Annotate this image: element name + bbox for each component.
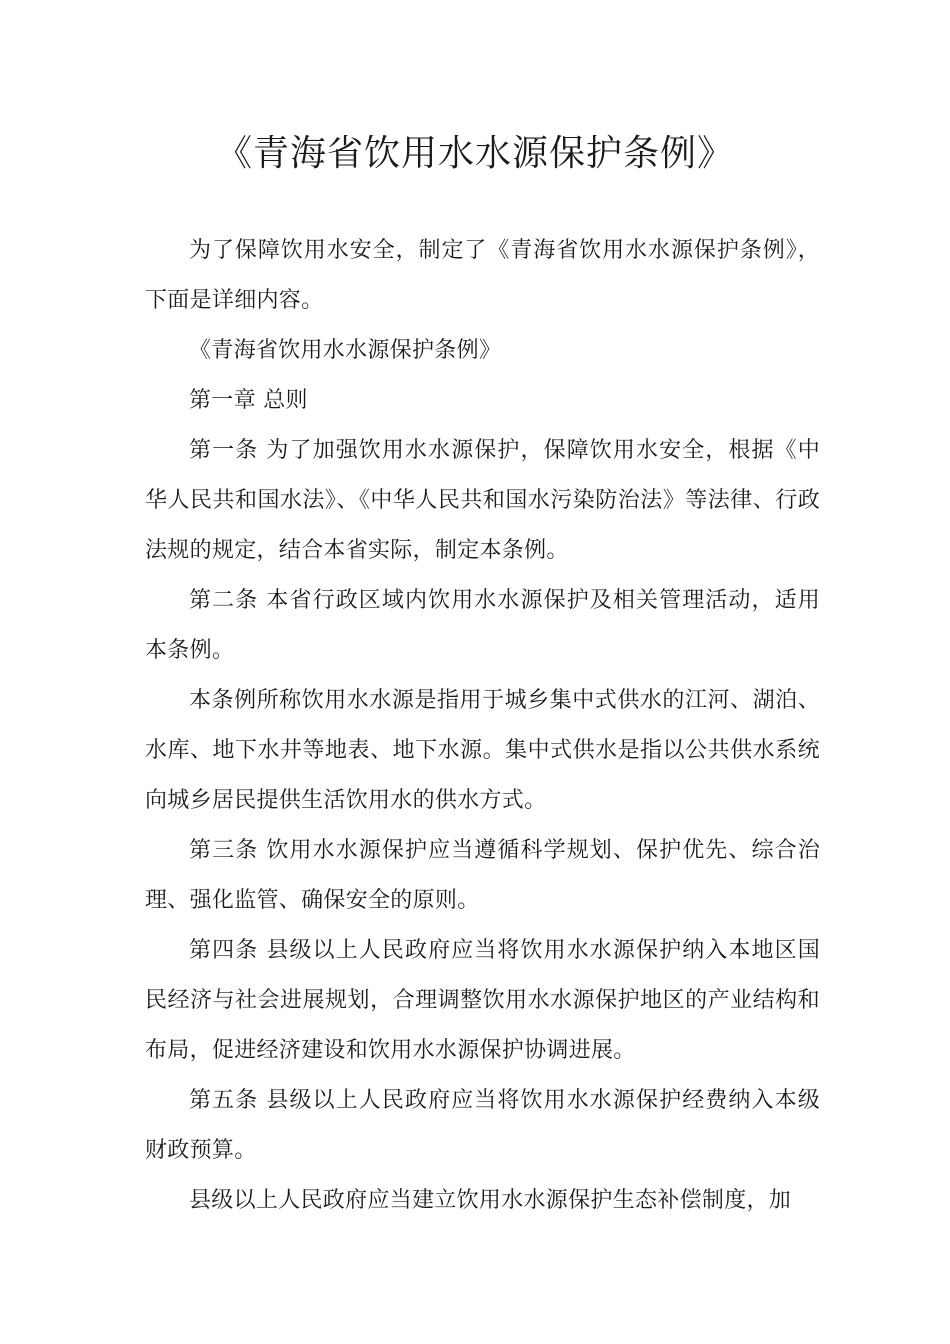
article-5-paragraph: 第五条 县级以上人民政府应当将饮用水水源保护经费纳入本级财政预算。: [145, 1088, 820, 1163]
article-1-paragraph: 第一条 为了加强饮用水水源保护，保障饮用水安全，根据《中华人民共和国水法》、《中华人民共和国水污染防治法》等法律、行政法规的规定，结合本省实际，制定本条例。: [145, 438, 820, 563]
document-title: 《青海省饮用水水源保护条例》: [215, 133, 734, 174]
article-2-paragraph: 第二条 本省行政区域内饮用水水源保护及相关管理活动，适用本条例。: [145, 588, 820, 663]
document-body: [145, 226, 820, 1226]
intro-paragraph: 为了保障饮用水安全，制定了《青海省饮用水水源保护条例》，下面是详细内容。: [145, 238, 820, 313]
chapter-heading: 第一章 总则: [189, 388, 308, 413]
regulation-name-paragraph: 《青海省饮用水水源保护条例》: [189, 338, 502, 363]
article-2-definition-paragraph: 本条例所称饮用水水源是指用于城乡集中式供水的江河、湖泊、水库、地下水井等地表、地下水源。集中式供水是指以公共供水系统向城乡居民提供生活饮用水的供水方式。: [145, 688, 820, 813]
article-3-paragraph: 第三条 饮用水水源保护应当遵循科学规划、保护优先、综合治理、强化监管、确保安全的原则。: [145, 838, 820, 913]
article-5-continued-paragraph: 县级以上人民政府应当建立饮用水水源保护生态补偿制度，加: [189, 1188, 792, 1213]
article-4-paragraph: 第四条 县级以上人民政府应当将饮用水水源保护纳入本地区国民经济与社会进展规划，合理调整饮用水水源保护地区的产业结构和布局，促进经济建设和饮用水水源保护协调进展。: [145, 938, 820, 1063]
